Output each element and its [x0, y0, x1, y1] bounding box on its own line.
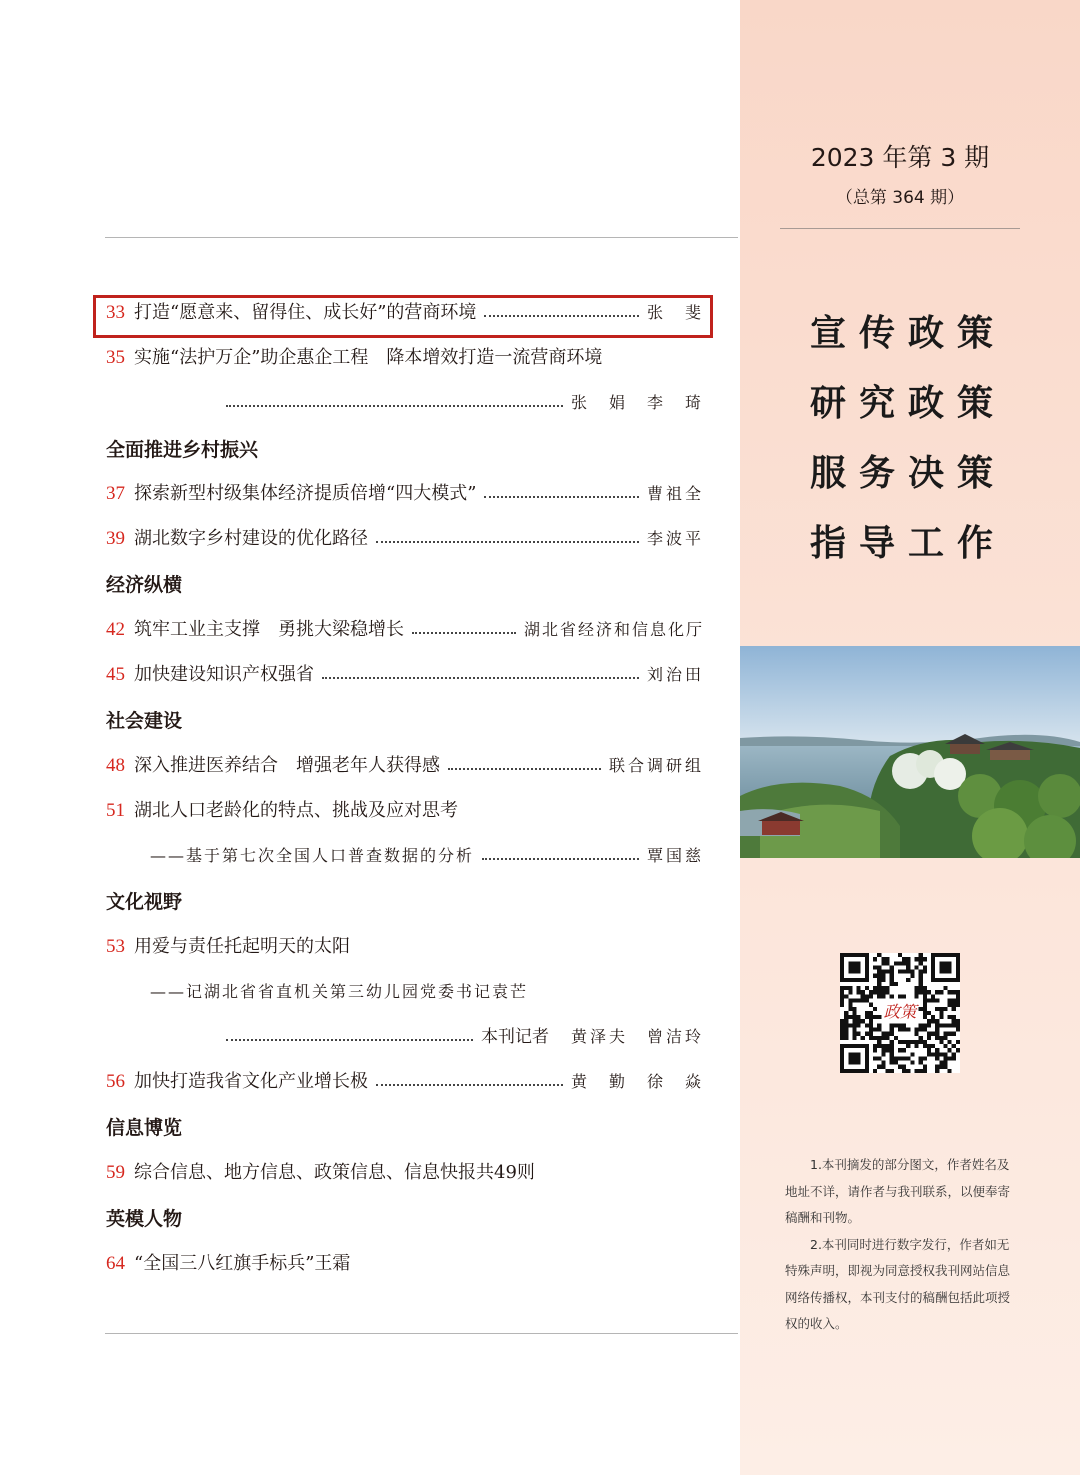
- page-number: 42: [106, 619, 125, 640]
- toc-entry[interactable]: [106, 1247, 704, 1281]
- article-title: 湖北数字乡村建设的优化路径: [134, 528, 368, 549]
- sidebar-divider: [780, 228, 1020, 229]
- leader-dots: [448, 768, 601, 770]
- page-number: 37: [106, 483, 125, 504]
- toc-entry[interactable]: [106, 522, 704, 556]
- page-number: 51: [106, 800, 125, 821]
- page-number: 53: [106, 936, 125, 957]
- leader-dots: [376, 541, 639, 543]
- article-title: 加快建设知识产权强省: [134, 664, 314, 685]
- article-author: 曹祖全: [646, 484, 704, 503]
- page-number: 39: [106, 528, 125, 549]
- slogan-line: 研究政策: [810, 382, 1007, 424]
- issue-number: 2023 年第 3 期: [810, 143, 990, 172]
- article-title: 综合信息、地方信息、政策信息、信息快报共49则: [134, 1162, 535, 1183]
- toc-entry-continuation: [226, 1020, 704, 1054]
- leader-dots: [482, 858, 639, 860]
- article-author: 张 娟 李 琦: [570, 393, 704, 412]
- toc-entry-continuation: [226, 386, 704, 420]
- toc-entry[interactable]: [106, 341, 704, 375]
- toc-entry-subtitle-row: [150, 839, 704, 873]
- page-number: 48: [106, 755, 125, 776]
- article-author: 张 斐: [646, 303, 704, 322]
- article-title: 加快打造我省文化产业增长极: [134, 1071, 368, 1092]
- page-number: 64: [106, 1253, 125, 1274]
- bottom-divider: [105, 1333, 738, 1334]
- article-author: 覃国慈: [646, 846, 704, 865]
- page-number: 56: [106, 1071, 125, 1092]
- toc-entry[interactable]: [106, 477, 704, 511]
- article-title: 打造“愿意来、留得住、成长好”的营商环境: [134, 302, 477, 323]
- toc-entry[interactable]: [106, 658, 704, 692]
- article-subtitle: ——记湖北省省直机关第三幼儿园党委书记袁芒: [150, 982, 529, 1001]
- page-number: 59: [106, 1162, 125, 1183]
- toc-entry[interactable]: [106, 1065, 704, 1099]
- article-title: 用爱与责任托起明天的太阳: [134, 936, 350, 957]
- article-author: 湖北省经济和信息化厅: [523, 620, 704, 639]
- article-title: 筑牢工业主支撑 勇挑大梁稳增长: [134, 619, 404, 640]
- leader-dots: [226, 405, 563, 407]
- article-author: 黄泽夫 曾洁玲: [570, 1027, 704, 1046]
- landscape-photo: [740, 646, 1080, 858]
- leader-dots: [412, 632, 516, 634]
- issue-total: （总第 364 期）: [835, 188, 965, 208]
- toc-entry[interactable]: [106, 794, 704, 828]
- leader-dots: [484, 496, 639, 498]
- note-item: 1.本刊摘发的部分图文，作者姓名及地址不详，请作者与我刊联系，以便奉寄稿酬和刊物。: [785, 1157, 1011, 1225]
- section-heading: 社会建设: [106, 710, 183, 732]
- article-title: 实施“法护万企”助企惠企工程 降本增效打造一流营商环境: [134, 347, 603, 368]
- article-subtitle: ——基于第七次全国人口普查数据的分析: [150, 846, 475, 865]
- page-number: 45: [106, 664, 125, 685]
- toc-entry[interactable]: [106, 749, 704, 783]
- section-heading: 经济纵横: [106, 574, 183, 596]
- article-title: 深入推进医养结合 增强老年人获得感: [134, 755, 440, 776]
- article-author: 黄 勤 徐 焱: [570, 1072, 704, 1091]
- note-item: 2.本刊同时进行数字发行，作者如无特殊声明，即视为同意授权我刊网站信息网络传播权，本刊支付的稿酬包括此项授权的收入。: [785, 1236, 1011, 1331]
- article-title: 湖北人口老龄化的特点、挑战及应对思考: [134, 800, 458, 821]
- leader-dots: [376, 1084, 563, 1086]
- section-heading: 文化视野: [106, 891, 183, 913]
- toc-entry[interactable]: [106, 613, 704, 647]
- toc-entry[interactable]: [106, 1156, 704, 1190]
- article-title: “全国三八红旗手标兵”王霜: [134, 1253, 351, 1274]
- page-number: 35: [106, 347, 125, 368]
- toc-entry[interactable]: [106, 930, 704, 964]
- slogan-line: 服务决策: [810, 452, 1007, 494]
- leader-dots: [322, 677, 639, 679]
- notes: [785, 1152, 1020, 1338]
- sidebar: [740, 0, 1080, 1475]
- qr-logo: 政策: [883, 1002, 917, 1022]
- slogan-line: 指导工作: [810, 522, 1007, 564]
- article-title: 探索新型村级集体经济提质倍增“四大模式”: [134, 483, 477, 504]
- leader-dots: [226, 1039, 473, 1041]
- page-number: 33: [106, 302, 125, 323]
- article-author: 联合调研组: [608, 756, 704, 775]
- section-heading: 全面推进乡村振兴: [106, 439, 259, 461]
- top-divider: [105, 237, 738, 238]
- qr-code[interactable]: [840, 953, 960, 1073]
- section-heading: 信息博览: [106, 1117, 183, 1139]
- article-author: 刘治田: [646, 665, 704, 684]
- author-prefix: 本刊记者: [480, 1027, 549, 1047]
- article-author: 李波平: [646, 529, 704, 548]
- slogan-line: 宣传政策: [810, 312, 1007, 354]
- section-heading: 英模人物: [106, 1208, 183, 1230]
- highlight-box: [93, 295, 713, 338]
